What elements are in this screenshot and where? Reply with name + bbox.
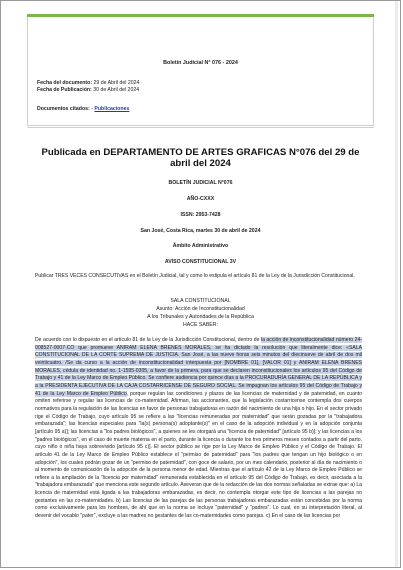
document-header-box — [27, 17, 374, 126]
document-date-label: Fecha del documento: — [37, 80, 93, 86]
publication-date — [37, 87, 139, 93]
bulletin-issn: ISSN: 2953-7428 — [180, 212, 221, 218]
court-name: SALA CONSTITUCIONAL — [170, 298, 231, 304]
publication-date-label: Fecha de Publicación: — [37, 87, 92, 93]
publication-title: Publicada en DEPARTAMENTO DE ARTES GRAFICAS N°076 del 29 de abril del 2024 — [41, 147, 360, 169]
court-hace-saber: HACE SABER: — [183, 322, 218, 328]
document-date-value: 29 de Abril del 2024 — [93, 80, 140, 86]
bulletin-masthead: BOLETÍN JUDICIAL N°076 — [168, 180, 233, 186]
body-segment-1: De acuerdo con lo dispuesto en el artículo 81 de la Ley de la Jurisdicción Constitucional, dentro de — [35, 337, 261, 343]
divider — [27, 127, 374, 128]
body-segment-3: , porque regulan las condiciones y plazos de las licencias de maternidad y de paternidad, en cuanto omiten referirse y regular las licencias de co-maternidad. Afirman, las accionantes, que la legislación costarricense contempla dos cuerpos normativos para la regulación de las licencias en favor de personas trabajadoras en razón del nacimiento de una hija o hijo. En el sector privado rige el Código de Trabajo, cuyo artículo 95 se refiere a las "licencias remuneradas por maternidad" que serán gozadas por la "trabajadora embarazada"; las licencias especiales para "la(s) persona(s) adoptante(s)" en el caso de la adopción individual y en la adopción conjunta [artículo 95 a)]; las licencias a "los padres biológicos", a quienes se les otorgará una "licencia de paternidad" [artículo 95 b)]; y las licencias a los "padres biológicos", en el caso de muerte materna en el parto, durante la licencia o durante los tres primeros meses contados a partir del parto, cuyo niño o niña haya sobrevivido [artículo 95 c)]. El sector público se rige por la Ley Marco de Empleo Público y el Código de Trabajo. El artículo 41 de la Ley Marco de Empleo Público establece el "permiso de paternidad" para "los padres que tengan un hijo biológico o en adopción", los cuales podrán gozar de un "permiso de paternidad", con goce de salario, por un mes calendario, posterior al día de nacimiento o al momento de comunicación de la adopción de la persona menor de edad. Mientras que el artículo 42 de la Ley Marco de Empleo Público se refiere a la ampliación de la "licencia por maternidad" remunerada establecida en el artículo 95 del Código de Trabajo, es decir, asociada a la "trabajadora embarazada" que menciona este segundo artículo. Aseveran que de la redacción de las dos normas señaladas se extrae que: a) La licencia de maternidad está ligada a las trabajadoras embarazadas, es decir, no contempla otorgar este tipo de licencias a las parejas no gestantes en las co-maternidades. b) Las licencias de las parejas de las personas trabajadoras embarazadas están concebidas por la norma como exclusivamente para los hombres, de ahí que en la norma se incluye "paternidad" y "padres". Lo cual, en su interpretación literal, al devenir del vocablo "pater", excluye a las madres no gestantes de las co-maternidades como parejas. c) En el caso de las licencias por — [35, 390, 362, 520]
highlighted-resolution: la acción de inconstitucionalidad número 24-008527-0007-CO que promueve ANIRAM ELENA BRENES MORALES, se ha dictado la resolución que literalmente dice: «SALA CONSTITUCIONAL DE LA CORTE SUPREMA DE JUSTICIA. San José, a las nueve horas seis minutos del diecinueve de abril de dos mil veinticuatro. /Se da curso a la acción de inconstitucionalidad interpuesta por [NOMBRE 01], [VALOR 01] y ANIRAM ELENA BRENES MORALES, cédula de identidad no. 1-1595-0305, a favor de la primera, para que se declaren inconstitucionales los artículos 95 del Código de Trabajo y 41 de la Ley Marco de Empleo Público. Se confiere audiencia por quince días a la PROCURADURÍA GENERAL DE LA REPÚBLICA y a la PRESIDENTA EJECUTIVA DE LA CAJA COSTARRICENSE DE SEGURO SOCIAL. Se impugnan los artículos 95 del Código de Trabajo y 41 de la Ley Marco de Empleo Público — [35, 337, 362, 397]
publicaciones-link[interactable]: Publicaciones — [94, 106, 130, 112]
cited-documents: Documentos citados: - Publicaciones — [37, 106, 130, 112]
intro-paragraph: Publicar TRES VECES CONSECUTIVAS en el Boletín Judicial, tal y como lo estipula el artículo 81 de la Ley de la Jurisdicción Constitucional. — [35, 273, 355, 279]
scrollbar-track[interactable] — [395, 1, 398, 567]
publication-date-value: 30 de Abril del 2024 — [93, 87, 140, 93]
bulletin-place-date: San José, Costa Rica, martes 30 de abril de 2024 — [140, 228, 261, 234]
bulletin-year: AÑO-CXXX — [186, 196, 215, 202]
document-date — [37, 80, 139, 86]
cited-documents-label: Documentos citados: — [37, 106, 90, 112]
court-subject: Asunto: Acción de Inconstitucionalidad — [156, 306, 245, 312]
court-audience: A los Tribunales y Autoridades de la República — [147, 314, 254, 320]
bulletin-number: Boletín Judicial N° 076 - 2024 — [163, 60, 238, 66]
bulletin-notice: AVISO CONSTITUCIONAL 3V — [164, 259, 237, 265]
resolution-body — [35, 337, 362, 521]
bulletin-scope: Ámbito Administrativo — [172, 243, 229, 249]
